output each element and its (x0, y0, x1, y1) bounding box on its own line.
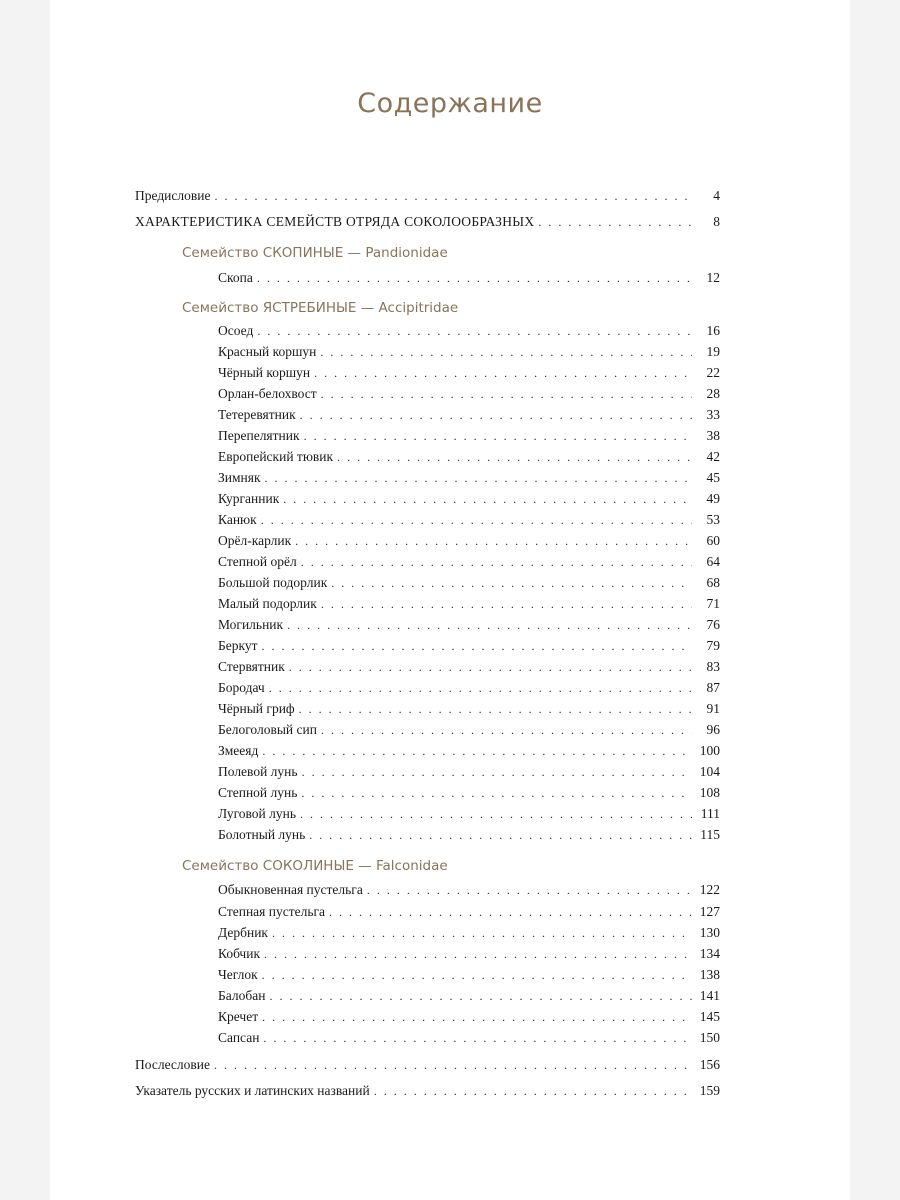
toc-entry-species[interactable] (218, 531, 720, 551)
toc-entry-page: 96 (706, 722, 720, 737)
toc-entry-page: 68 (706, 575, 720, 590)
toc-entry-label: Малый подорлик (218, 596, 317, 611)
toc-entry-species[interactable] (218, 342, 720, 362)
toc-entry-label: Скопа (218, 270, 253, 285)
toc-entry-label: Европейский тювик (218, 449, 334, 464)
toc-entry-label: Чёрный коршун (218, 365, 311, 380)
toc-entry-page: 141 (699, 988, 720, 1003)
family-heading-falconidae[interactable]: Семейство СОКОЛИНЫЕ — Falconidae (182, 858, 448, 874)
dot-leader (269, 986, 692, 1006)
toc-entry-page: 108 (699, 785, 720, 800)
toc-entry-species[interactable] (218, 657, 720, 677)
toc-entry-page: 16 (706, 323, 720, 338)
toc-entry-species[interactable] (218, 804, 720, 824)
toc-entry-species[interactable] (218, 880, 720, 900)
toc-entry-label: Болотный лунь (218, 827, 306, 842)
toc-entry-page: 134 (699, 946, 720, 961)
toc-entry-species[interactable] (218, 986, 720, 1006)
toc-entry-species[interactable] (218, 426, 720, 446)
toc-entry-page: 122 (699, 882, 720, 897)
toc-entry-species[interactable] (218, 384, 720, 404)
toc-entry-page: 150 (699, 1030, 720, 1045)
toc-entry-species[interactable] (218, 699, 720, 719)
dot-leader (261, 510, 692, 530)
toc-entry-label: Предисловие (135, 188, 211, 203)
dot-leader (262, 741, 692, 761)
dot-leader (214, 186, 692, 206)
dot-leader (321, 594, 692, 614)
toc-entry-species[interactable] (218, 1007, 720, 1027)
dot-leader (374, 1081, 692, 1101)
toc-entry-label: Орёл-карлик (218, 533, 292, 548)
dot-leader (262, 1007, 692, 1027)
toc-entry-label: Красный коршун (218, 344, 317, 359)
toc-entry-species[interactable] (218, 405, 720, 425)
toc-entry-label: Кречет (218, 1009, 259, 1024)
toc-entry-page: 12 (706, 270, 720, 285)
toc-entry-label: Балобан (218, 988, 266, 1003)
toc-entry-page: 87 (706, 680, 720, 695)
toc-entry-page: 76 (706, 617, 720, 632)
toc-entry-label: Обыкновенная пустельга (218, 882, 363, 897)
toc-entry-label: ХАРАКТЕРИСТИКА СЕМЕЙСТВ ОТРЯДА СОКОЛООБРАЗНЫХ (135, 214, 535, 229)
toc-entry-page: 138 (699, 967, 720, 982)
toc-entry-label: Перепелятник (218, 428, 300, 443)
dot-leader (263, 1028, 692, 1048)
toc-entry-page: 33 (706, 407, 720, 422)
toc-entry-page: 156 (699, 1057, 720, 1072)
toc-entry-page: 4 (713, 188, 720, 203)
dot-leader (257, 268, 692, 288)
dot-leader (299, 699, 692, 719)
toc-entry-label: Чёрный гриф (218, 701, 295, 716)
toc-entry-species[interactable] (218, 447, 720, 467)
toc-entry-preface[interactable] (135, 186, 720, 206)
toc-entry-species[interactable] (218, 594, 720, 614)
toc-entry-page: 111 (700, 806, 720, 821)
toc-entry-page: 22 (706, 365, 720, 380)
dot-leader (300, 405, 692, 425)
toc-entry-page: 64 (706, 554, 720, 569)
toc-entry-label: Большой подорлик (218, 575, 328, 590)
toc-entry-species[interactable] (218, 825, 720, 845)
toc-entry-page: 127 (699, 904, 720, 919)
toc-entry-page: 100 (699, 743, 720, 758)
dot-leader (331, 573, 692, 593)
dot-leader (289, 657, 692, 677)
toc-entry-species[interactable] (218, 678, 720, 698)
toc-entry-species[interactable] (218, 510, 720, 530)
toc-entry-label: Степной лунь (218, 785, 298, 800)
toc-entry-page: 115 (700, 827, 720, 842)
toc-entry-label: Осоед (218, 323, 254, 338)
toc-entry-label: Луговой лунь (218, 806, 297, 821)
dot-leader (265, 468, 692, 488)
dot-leader (264, 944, 692, 964)
toc-entry-label: Орлан-белохвост (218, 386, 317, 401)
toc-entry-species[interactable] (218, 965, 720, 985)
toc-entry-species[interactable] (218, 363, 720, 383)
toc-entry-label: Кобчик (218, 946, 261, 961)
toc-entry-label: Курганник (218, 491, 280, 506)
toc-entry-page: 71 (706, 596, 720, 611)
toc-entry-label: Указатель русских и латинских названий (135, 1083, 370, 1098)
toc-entry-species[interactable] (218, 615, 720, 635)
dot-leader (367, 880, 692, 900)
toc-entry-label: Дербник (218, 925, 268, 940)
toc-entry-species[interactable] (218, 762, 720, 782)
dot-leader (538, 212, 692, 232)
toc-entry-label: Степной орёл (218, 554, 297, 569)
dot-leader (329, 902, 692, 922)
dot-leader (257, 321, 692, 341)
toc-entry-species[interactable] (218, 468, 720, 488)
dot-leader (302, 762, 692, 782)
toc-entry-label: Послесловие (135, 1057, 210, 1072)
toc-entry-species[interactable] (218, 636, 720, 656)
toc-entry-species[interactable] (218, 268, 720, 288)
toc-entry-species[interactable] (218, 573, 720, 593)
toc-entry-species[interactable] (218, 783, 720, 803)
dot-leader (214, 1055, 692, 1075)
toc-entry-page: 91 (706, 701, 720, 716)
toc-entry-page: 83 (706, 659, 720, 674)
toc-entry-species[interactable] (218, 489, 720, 509)
toc-entry-species[interactable] (218, 923, 720, 943)
toc-entry-page: 19 (706, 344, 720, 359)
dot-leader (320, 342, 692, 362)
toc-entry-label: Канюк (218, 512, 257, 527)
toc-entry-page: 145 (699, 1009, 720, 1024)
dot-leader (309, 825, 692, 845)
toc-entry-label: Зимняк (218, 470, 261, 485)
toc-entry-characteristics[interactable] (135, 212, 720, 232)
dot-leader (269, 678, 692, 698)
toc-entry-page: 38 (706, 428, 720, 443)
toc-entry-page: 28 (706, 386, 720, 401)
dot-leader (314, 363, 692, 383)
dot-leader (262, 965, 692, 985)
toc-entry-species[interactable] (218, 741, 720, 761)
toc-entry-label: Могильник (218, 617, 284, 632)
toc-entry-page: 45 (706, 470, 720, 485)
dot-leader (301, 552, 692, 572)
toc-entry-page: 130 (699, 925, 720, 940)
dot-leader (304, 426, 692, 446)
dot-leader (262, 636, 692, 656)
book-page (50, 0, 850, 1200)
toc-entry-page: 79 (706, 638, 720, 653)
toc-entry-species[interactable] (218, 321, 720, 341)
toc-entry-page: 159 (699, 1083, 720, 1098)
toc-entry-page: 53 (706, 512, 720, 527)
toc-entry-species[interactable] (218, 1028, 720, 1048)
toc-entry-label: Белоголовый сип (218, 722, 317, 737)
dot-leader (295, 531, 692, 551)
toc-entry-label: Чеглок (218, 967, 258, 982)
family-heading-pandionidae[interactable]: Семейство СКОПИНЫЕ — Pandionidae (182, 245, 448, 261)
dot-leader (301, 783, 692, 803)
family-heading-accipitridae[interactable]: Семейство ЯСТРЕБИНЫЕ — Accipitridae (182, 300, 459, 316)
toc-entry-label: Змееяд (218, 743, 259, 758)
toc-entry-page: 42 (706, 449, 720, 464)
dot-leader (321, 384, 692, 404)
toc-entry-page: 49 (706, 491, 720, 506)
toc-entry-label: Сапсан (218, 1030, 260, 1045)
dot-leader (272, 923, 692, 943)
toc-entry-label: Тетеревятник (218, 407, 296, 422)
dot-leader (337, 447, 692, 467)
toc-entry-page: 60 (706, 533, 720, 548)
toc-entry-label: Беркут (218, 638, 258, 653)
page-title: Содержание (357, 88, 543, 119)
toc-entry-label: Бородач (218, 680, 265, 695)
dot-leader (287, 615, 692, 635)
toc-entry-afterword[interactable] (135, 1055, 720, 1075)
toc-entry-label: Степная пустельга (218, 904, 326, 919)
toc-entry-species[interactable] (218, 944, 720, 964)
toc-entry-label: Полевой лунь (218, 764, 298, 779)
toc-entry-page: 8 (713, 214, 720, 229)
dot-leader (321, 720, 692, 740)
toc-entry-species[interactable] (218, 902, 720, 922)
dot-leader (283, 489, 692, 509)
toc-entry-page: 104 (699, 764, 720, 779)
toc-entry-label: Стервятник (218, 659, 285, 674)
toc-entry-species[interactable] (218, 720, 720, 740)
toc-entry-species[interactable] (218, 552, 720, 572)
toc-entry-index[interactable] (135, 1081, 720, 1101)
dot-leader (300, 804, 692, 824)
